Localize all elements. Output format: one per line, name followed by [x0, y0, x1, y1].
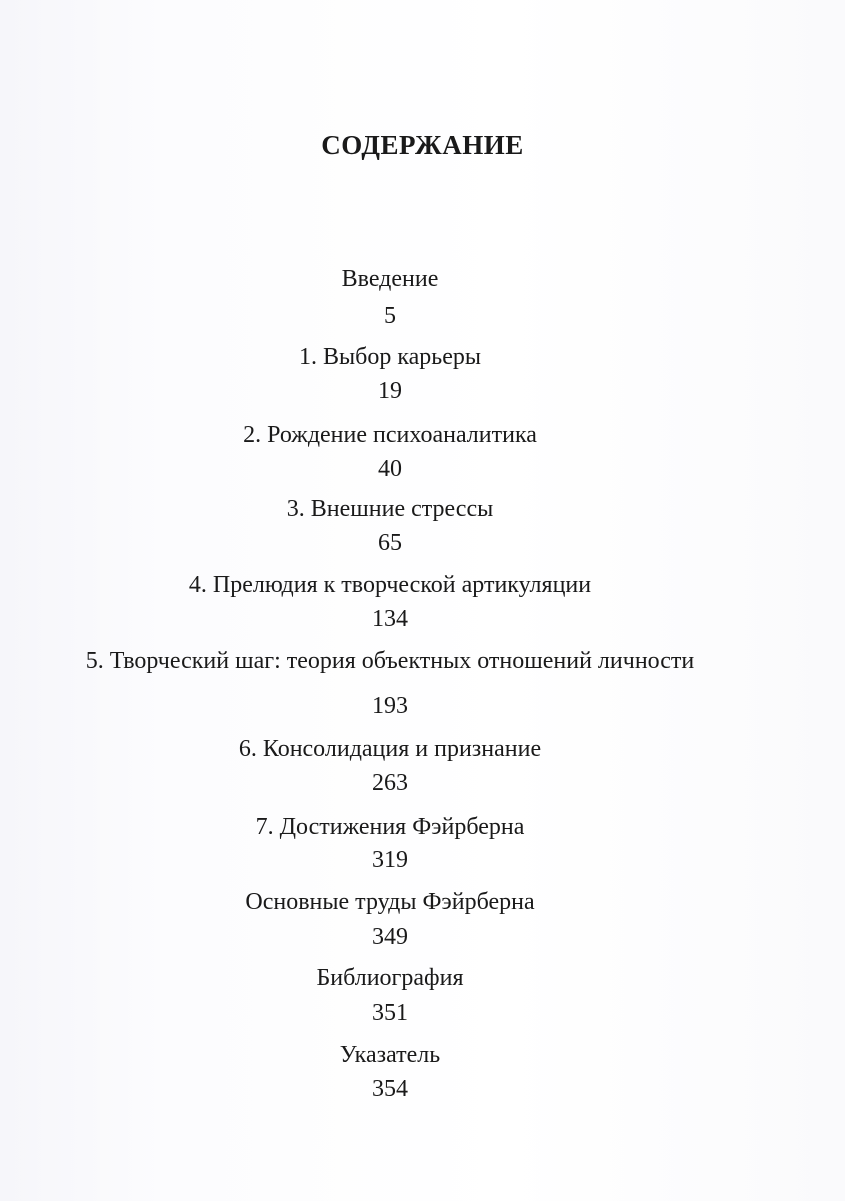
- toc-entry-page: 19: [378, 378, 402, 404]
- toc-entry-title: 6. Консолидация и признание: [238, 736, 542, 762]
- toc-entry-title: Библиография: [316, 965, 464, 991]
- toc-entry-title: Указатель: [339, 1042, 441, 1068]
- toc-entry-title: 4. Прелюдия к творческой артикуляции: [188, 572, 592, 598]
- toc-entry-title: 2. Рождение психоаналитика: [243, 422, 537, 448]
- toc-entry-title: 7. Достижения Фэйрберна: [255, 814, 525, 840]
- toc-entry-title: Введение: [341, 266, 439, 292]
- toc-entry-page: 263: [372, 770, 408, 796]
- toc-entry-page: 40: [378, 456, 402, 482]
- toc-entry-page: 5: [384, 303, 396, 329]
- page-title: СОДЕРЖАНИЕ: [321, 130, 524, 160]
- toc-entry-page: 349: [372, 924, 408, 950]
- toc-entry-page: 354: [372, 1076, 408, 1102]
- toc-entry-page: 65: [378, 530, 402, 556]
- toc-entry-title: 5. Творческий шаг: теория объектных отношений личности: [85, 648, 695, 674]
- toc-entry-title: 1. Выбор карьеры: [298, 344, 481, 370]
- toc-entry-page: 319: [372, 847, 408, 873]
- toc-entry-page: 193: [372, 693, 408, 719]
- toc-entry-title: 3. Внешние стрессы: [286, 496, 494, 522]
- toc-entry-title: Основные труды Фэйрберна: [245, 889, 535, 915]
- toc-entry-page: 351: [372, 1000, 408, 1026]
- toc-entry-page: 134: [372, 606, 408, 632]
